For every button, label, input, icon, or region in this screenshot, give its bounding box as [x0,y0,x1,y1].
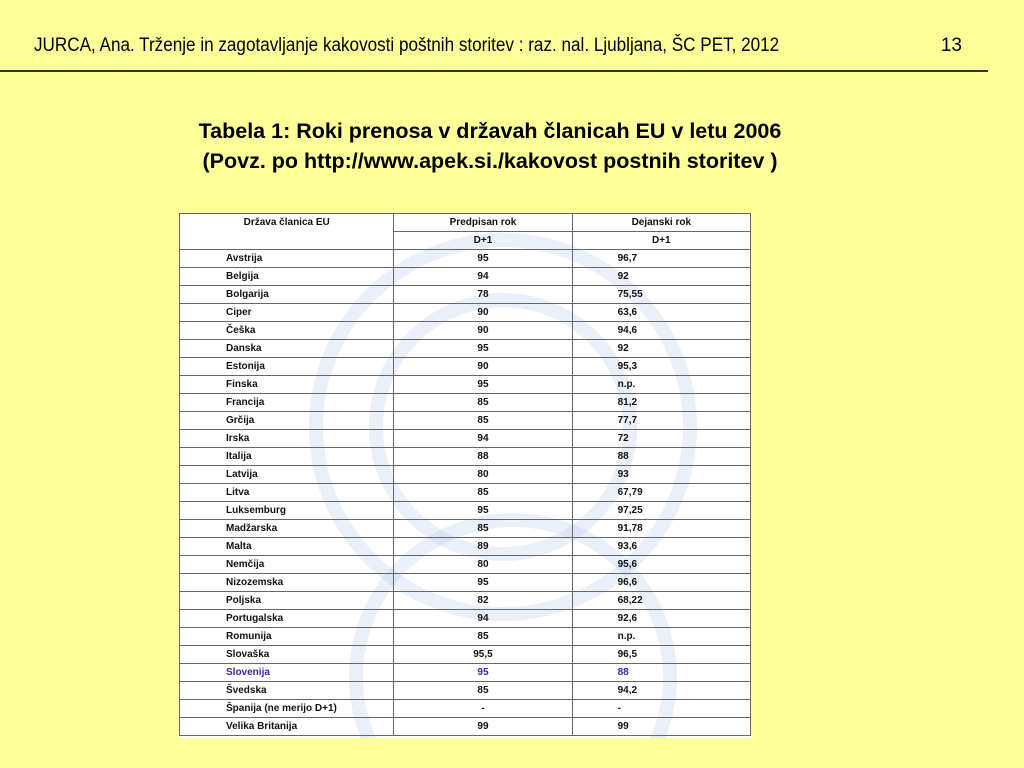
page-number: 13 [940,35,962,56]
cell-prescribed: 85 [394,394,572,412]
cell-actual: 96,7 [572,250,750,268]
table-row [180,430,751,448]
cell-actual: 88 [572,664,750,682]
cell-country: Francija [180,394,394,412]
cell-country: Slovaška [180,646,394,664]
cell-country: Romunija [180,628,394,646]
cell-prescribed: 94 [394,268,572,286]
table-row [180,502,751,520]
table-row [180,520,751,538]
cell-country: Grčija [180,412,394,430]
cell-prescribed: 78 [394,286,572,304]
cell-country: Češka [180,322,394,340]
cell-prescribed: 95 [394,340,572,358]
cell-prescribed: 95 [394,574,572,592]
cell-actual: 99 [572,718,750,736]
cell-country: Italija [180,448,394,466]
cell-actual: 92 [572,268,750,286]
cell-prescribed: 90 [394,358,572,376]
cell-country: Irska [180,430,394,448]
cell-country: Poljska [180,592,394,610]
cell-actual: 95,6 [572,556,750,574]
cell-prescribed: 88 [394,448,572,466]
cell-prescribed: 90 [394,322,572,340]
header-country: Država članica EU [180,214,394,250]
cell-prescribed: 95 [394,502,572,520]
cell-actual: 94,2 [572,682,750,700]
title-line-1: Tabela 1: Roki prenosa v državah članicah EU v letu 2006 [198,119,782,143]
table-row [180,466,751,484]
cell-actual: 88 [572,448,750,466]
cell-country: Slovenija [180,664,394,682]
cell-actual: 77,7 [572,412,750,430]
table-image [179,213,751,738]
cell-country: Litva [180,484,394,502]
cell-prescribed: - [394,700,572,718]
cell-country: Estonija [180,358,394,376]
cell-actual: 97,25 [572,502,750,520]
slide-header [0,0,1024,70]
cell-prescribed: 80 [394,466,572,484]
table-row [180,376,751,394]
table-row [180,322,751,340]
cell-actual: 72 [572,430,750,448]
cell-actual: 67,79 [572,484,750,502]
cell-country: Bolgarija [180,286,394,304]
cell-country: Finska [180,376,394,394]
cell-actual: 95,3 [572,358,750,376]
cell-actual: n.p. [572,376,750,394]
table-row [180,448,751,466]
cell-actual: 93,6 [572,538,750,556]
cell-country: Latvija [180,466,394,484]
cell-prescribed: 80 [394,556,572,574]
header-actual-sub: D+1 [572,232,750,250]
cell-actual: - [572,700,750,718]
table-row [180,664,751,682]
cell-country: Švedska [180,682,394,700]
cell-prescribed: 85 [394,520,572,538]
cell-actual: 91,78 [572,520,750,538]
table-row [180,592,751,610]
cell-prescribed: 95 [394,664,572,682]
table-row [180,700,751,718]
table-row [180,340,751,358]
cell-prescribed: 85 [394,682,572,700]
cell-country: Luksemburg [180,502,394,520]
cell-actual: 96,5 [572,646,750,664]
header-divider [0,70,988,72]
table-row [180,538,751,556]
citation-text: JURCA, Ana. Trženje in zagotavljanje kakovosti poštnih storitev : raz. nal. Ljubljana, ŠC PET, 2012 [34,35,780,56]
title-line-2: (Povz. po http://www.apek.si./kakovost postnih storitev ) [202,149,778,173]
cell-prescribed: 85 [394,628,572,646]
cell-country: Avstrija [180,250,394,268]
cell-actual: 93 [572,466,750,484]
table-row [180,250,751,268]
cell-prescribed: 85 [394,484,572,502]
cell-prescribed: 95,5 [394,646,572,664]
header-prescribed-sub: D+1 [394,232,572,250]
cell-prescribed: 82 [394,592,572,610]
cell-prescribed: 85 [394,412,572,430]
cell-actual: 92 [572,340,750,358]
header-actual: Dejanski rok [572,214,750,232]
table-row [180,358,751,376]
cell-country: Portugalska [180,610,394,628]
table-row [180,484,751,502]
cell-country: Madžarska [180,520,394,538]
table-row [180,556,751,574]
cell-country: Danska [180,340,394,358]
header-prescribed: Predpisan rok [394,214,572,232]
table-row [180,304,751,322]
cell-actual: 94,6 [572,322,750,340]
table-row [180,682,751,700]
cell-actual: 63,6 [572,304,750,322]
cell-country: Belgija [180,268,394,286]
cell-actual: 68,22 [572,592,750,610]
cell-country: Malta [180,538,394,556]
cell-country: Nizozemska [180,574,394,592]
table-row [180,286,751,304]
table-row [180,646,751,664]
table-row [180,268,751,286]
cell-prescribed: 95 [394,250,572,268]
table-row [180,574,751,592]
table-row [180,718,751,736]
cell-prescribed: 94 [394,430,572,448]
slide-title [0,116,980,176]
cell-prescribed: 89 [394,538,572,556]
cell-actual: 96,6 [572,574,750,592]
table-row [180,412,751,430]
table-row [180,610,751,628]
cell-prescribed: 99 [394,718,572,736]
table-row [180,394,751,412]
delivery-times-table [179,213,751,736]
cell-prescribed: 95 [394,376,572,394]
cell-country: Ciper [180,304,394,322]
cell-actual: 92,6 [572,610,750,628]
cell-prescribed: 94 [394,610,572,628]
table-row [180,628,751,646]
cell-actual: 81,2 [572,394,750,412]
cell-country: Nemčija [180,556,394,574]
cell-country: Španija (ne merijo D+1) [180,700,394,718]
cell-actual: n.p. [572,628,750,646]
cell-country: Velika Britanija [180,718,394,736]
cell-actual: 75,55 [572,286,750,304]
cell-prescribed: 90 [394,304,572,322]
